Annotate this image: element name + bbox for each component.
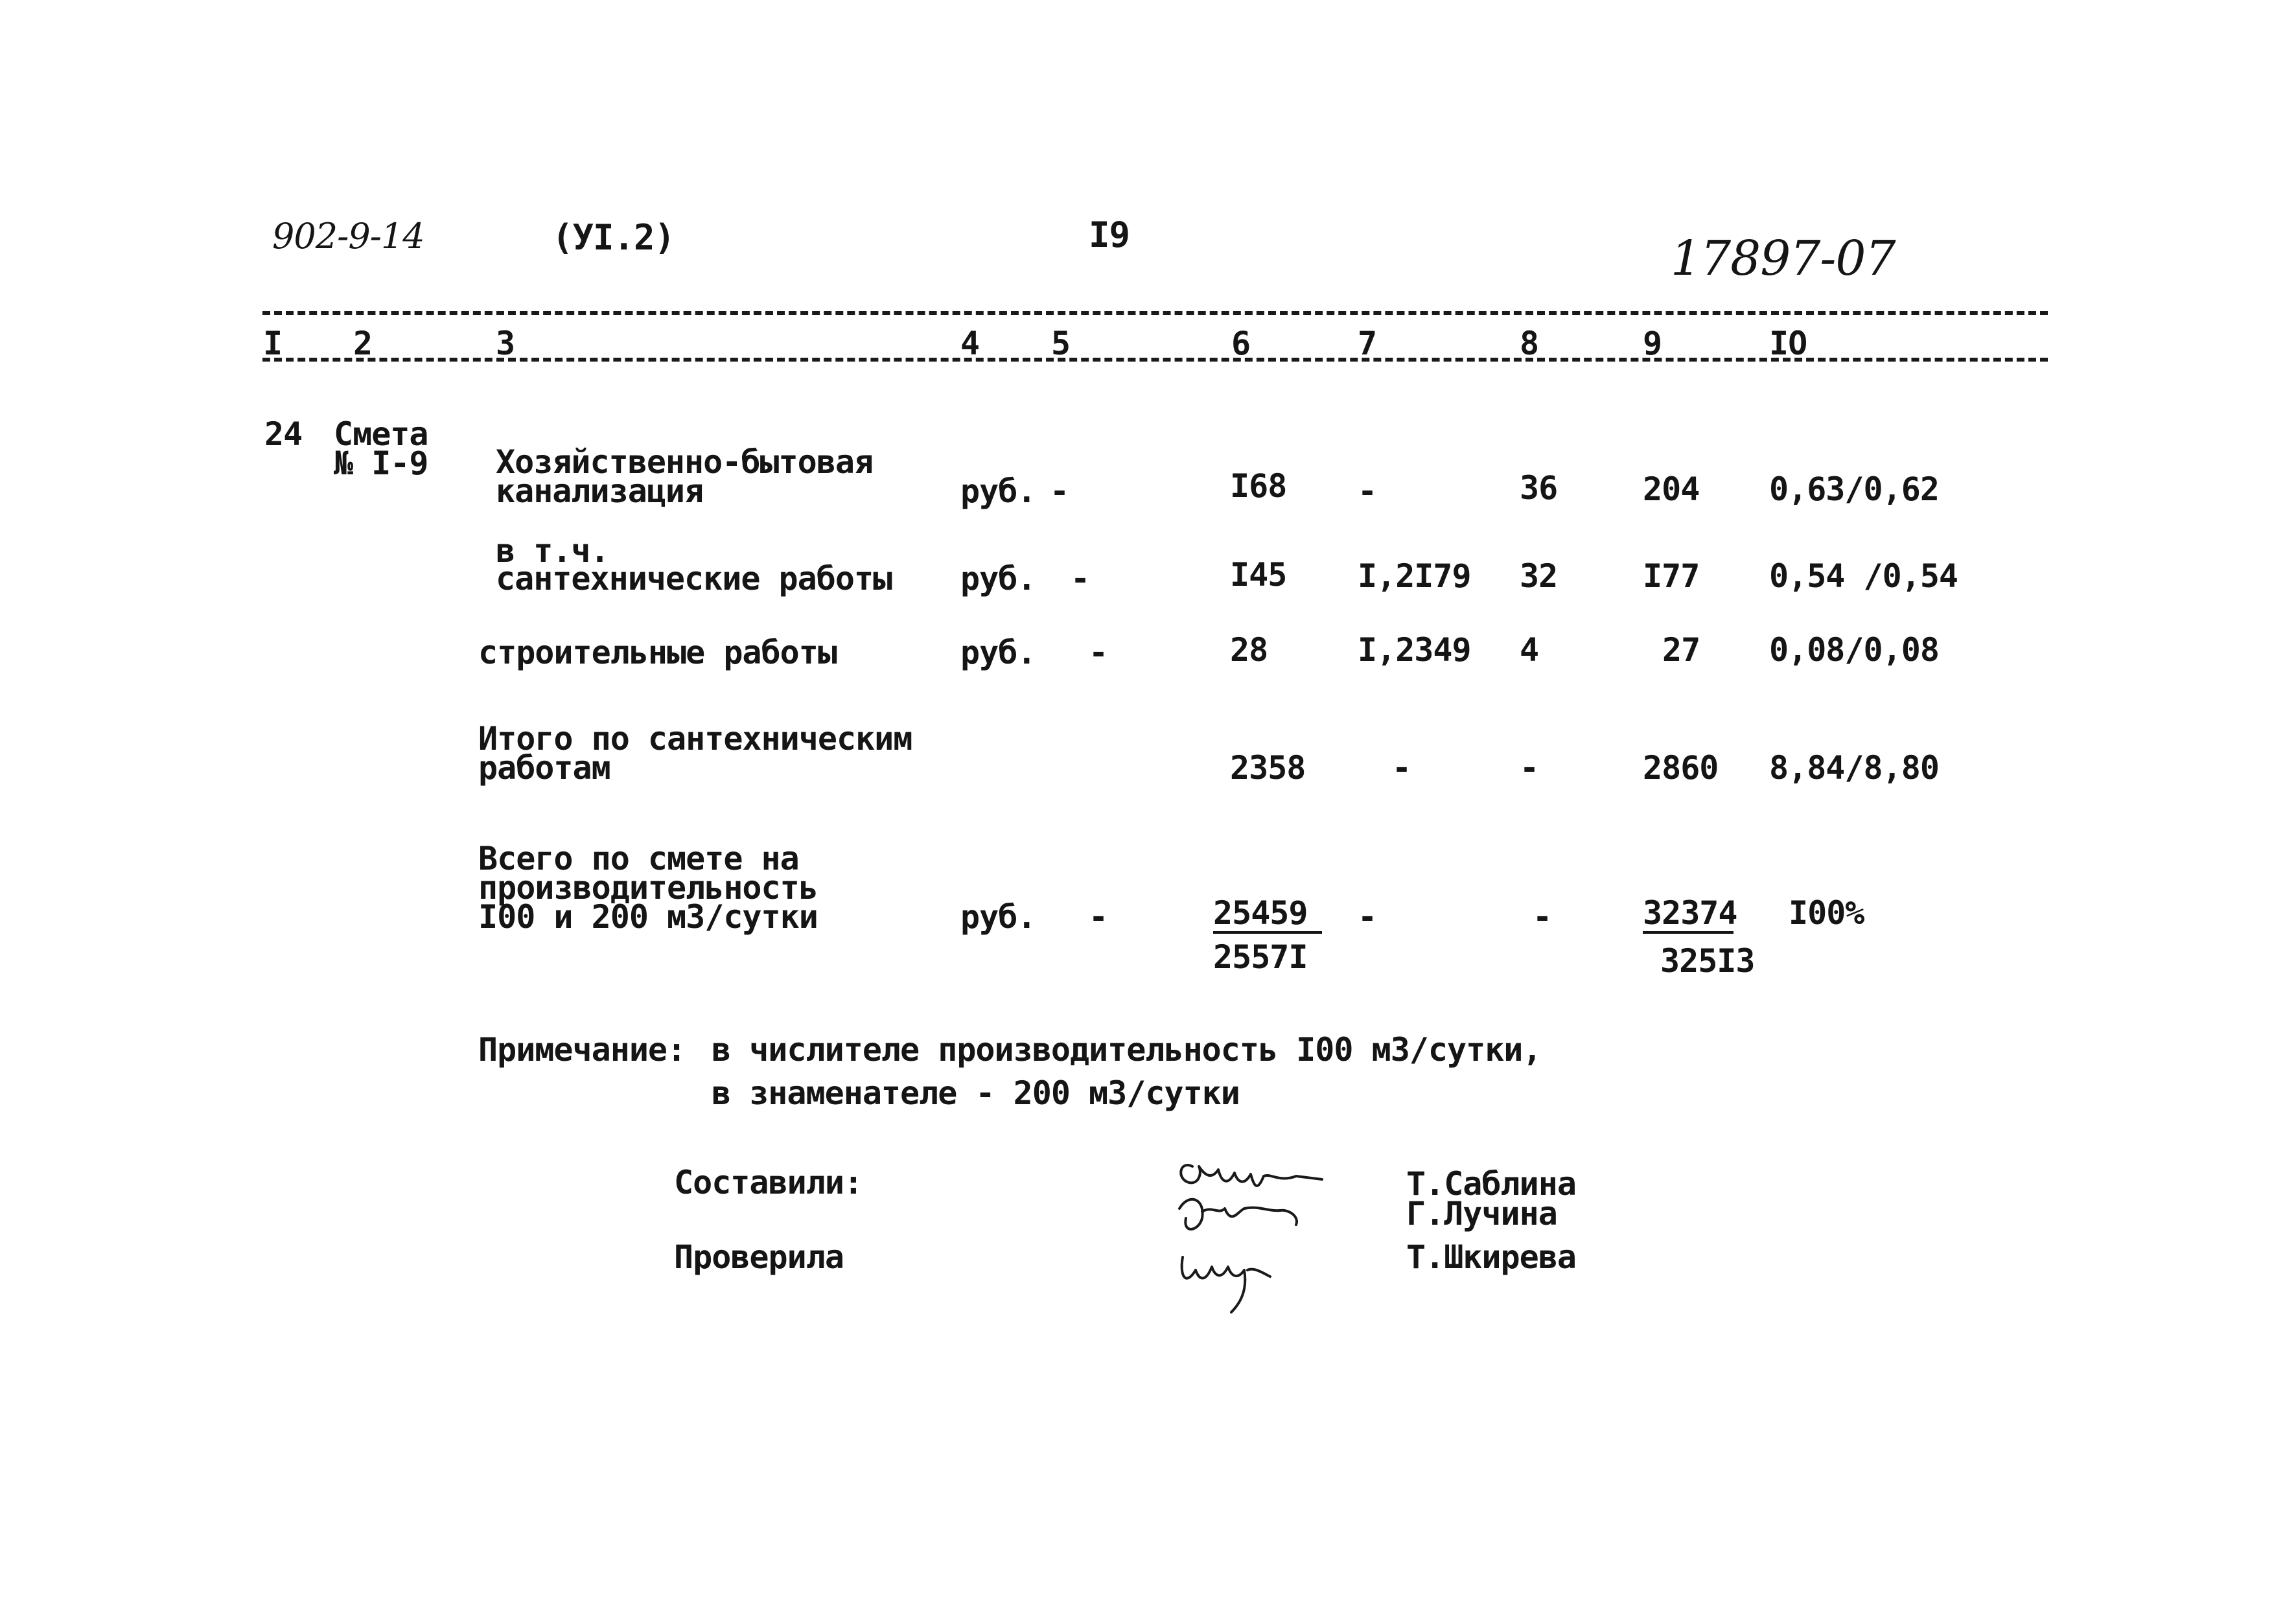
column-header-1: I [263,325,283,362]
checked-by-label: Проверила [674,1238,844,1276]
signer-name-1: Т.Саблина [1406,1165,1576,1203]
col10-cell: I00% [1789,894,1864,932]
signer-name-3: Т.Шкирева [1406,1238,1576,1276]
item-name-line3: I00 и 200 м3/сутки [478,898,818,936]
signer-name-2: Г.Лучина [1406,1195,1557,1232]
col5-cell: - [1089,634,1108,671]
col7-cell: I,2349 [1358,631,1471,669]
unit-cell: руб. [960,898,1036,936]
col8-cell: 36 [1520,469,1558,507]
item-name-line2: работам [478,749,610,787]
col7-cell: - [1358,472,1377,510]
col10-cell: 8,84/8,80 [1769,749,1939,787]
fraction-bar [1213,931,1322,934]
col9-cell: I77 [1643,557,1700,595]
note-line-1: в числителе производительность I00 м3/сутки, [712,1031,1542,1069]
handwritten-signatures [1166,1147,1348,1315]
document-code: 902-9-14 [272,216,424,257]
col7-cell: - [1392,749,1411,787]
col8-cell: 4 [1520,631,1539,669]
unit-cell: руб. [960,634,1036,671]
page-number: I9 [1089,214,1130,255]
col6-cell: I68 [1230,467,1287,505]
col7-cell: I,2I79 [1358,557,1471,595]
col8-cell: 32 [1520,557,1558,595]
unit-cell: руб. [960,560,1036,597]
row-number: 24 [264,415,303,453]
item-name-line1: в т.ч. [496,532,609,570]
column-header-10: IO [1769,325,1807,362]
col7-cell: - [1358,898,1377,936]
unit-cell: руб. [960,472,1036,510]
table-header-rule [262,358,2048,362]
estimate-number: № I-9 [334,445,428,482]
compiled-by-label: Составили: [674,1164,863,1201]
column-header-8: 8 [1520,325,1539,362]
col9-numerator: 32374 [1643,894,1737,932]
column-header-5: 5 [1051,325,1071,362]
col6-cell: 28 [1230,631,1268,669]
col9-cell: 27 [1662,631,1700,669]
col8-cell: - [1533,898,1552,936]
col10-cell: 0,54 /0,54 [1769,557,1958,595]
section-code: (УI.2) [552,217,675,258]
table-top-rule [262,311,2048,315]
item-name-line2: канализация [496,472,704,510]
estimate-label: Смета [334,415,428,453]
col6-cell: I45 [1230,556,1287,594]
col8-cell: - [1520,749,1539,787]
col6-denominator: 2557I [1213,938,1308,976]
note-line-2: в знаменателе - 200 м3/сутки [712,1074,1240,1112]
column-header-6: 6 [1231,325,1251,362]
column-header-3: 3 [496,325,515,362]
column-header-9: 9 [1643,325,1662,362]
item-name-line1: Хозяйственно-бытовая [496,443,874,481]
col6-cell: 2358 [1230,749,1306,787]
item-name-line1: Итого по сантехническим [478,720,912,758]
note-label: Примечание: [478,1031,686,1069]
item-name-line1: строительные работы [478,634,837,671]
inventory-number: 17897-07 [1671,231,1896,286]
column-header-2: 2 [353,325,373,362]
column-header-7: 7 [1358,325,1377,362]
col9-denominator: 325I3 [1660,942,1755,980]
col10-cell: 0,08/0,08 [1769,631,1939,669]
fraction-bar [1643,931,1734,934]
col5-cell: - [1071,560,1090,597]
col9-cell: 2860 [1643,749,1719,787]
col5-cell: - [1089,898,1108,936]
item-name-line2: сантехнические работы [496,560,892,597]
item-name-line1: Всего по смете на [478,840,799,877]
col5-cell: - [1050,472,1069,510]
col9-cell: 204 [1643,470,1700,508]
col10-cell: 0,63/0,62 [1769,470,1939,508]
column-header-4: 4 [960,325,980,362]
item-name-line2: производительность [478,869,818,907]
col6-numerator: 25459 [1213,894,1308,932]
